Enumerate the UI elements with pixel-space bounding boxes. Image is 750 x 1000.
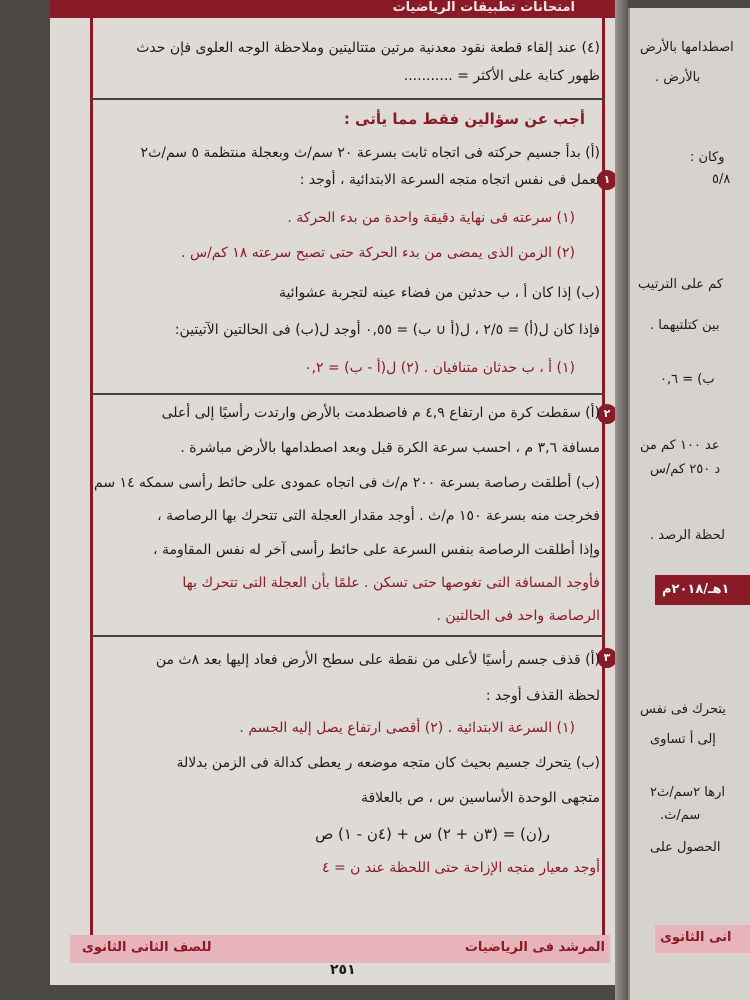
q3-line-2: لحظة القذف أوجد : bbox=[485, 688, 600, 704]
q3-line-7: أوجد معيار متجه الإزاحة حتى اللحظة عند ن = ٤ bbox=[322, 860, 600, 876]
q3-line-5: متجهى الوحدة الأساسين س ، ص بالعلاقة bbox=[360, 790, 600, 806]
facing-year: ١هـ/٢٠١٨م bbox=[662, 582, 730, 597]
question-number-1: ١ bbox=[597, 170, 617, 190]
q2-line-7: الرصاصة واحد فى الحالتين . bbox=[436, 608, 600, 624]
facing-text: ارها ٢سم/ث٢ bbox=[650, 785, 725, 800]
footer-book-title: المرشد فى الرياضيات bbox=[464, 940, 605, 955]
facing-text: بين كتلتيهما . bbox=[650, 318, 720, 333]
q2-line-2: مسافة ٣,٦ م ، احسب سرعة الكرة قبل وبعد اصطدامها بالأرض مباشرة . bbox=[180, 440, 600, 456]
facing-text: بالأرض . bbox=[655, 70, 701, 85]
divider bbox=[92, 98, 605, 100]
q1-line-4: (٢) الزمن الذى يمضى من بدء الحركة حتى تصبح سرعته ١٨ كم/س . bbox=[181, 245, 575, 261]
page-number: ٢٥١ bbox=[330, 962, 356, 978]
header-title: امتحانات تطبيقات الرياضيات bbox=[392, 0, 575, 15]
q2-line-6: فأوجد المسافة التى تغوصها حتى تسكن . علمًا بأن العجلة التى تتحرك بها bbox=[182, 575, 600, 591]
q1-line-1: (أ) بدأ جسيم حركته فى اتجاه ثابت بسرعة ٢٠ سم/ث وبعجلة منتظمة ٥ سم/ث٢ bbox=[140, 145, 600, 161]
book-gutter bbox=[615, 0, 628, 1000]
facing-text: إلى أ تساوى bbox=[650, 732, 716, 747]
facing-footer: انى الثانوى bbox=[660, 930, 732, 945]
facing-text: ٥/٨ bbox=[712, 172, 731, 187]
intro-line-1: (٤) عند إلقاء قطعة نقود معدنية مرتين متتاليتين وملاحظة الوجه العلوى فإن حدث bbox=[136, 40, 600, 56]
footer-grade: للصف الثانى الثانوى bbox=[82, 940, 212, 955]
divider bbox=[92, 635, 605, 637]
q2-line-5: وإذا أطلقت الرصاصة بنفس السرعة على حائط رأسى آخر له نفس المقاومة ، bbox=[153, 542, 600, 558]
q2-line-4: فخرجت منه بسرعة ١٥٠ م/ث . أوجد مقدار العجلة التى تتحرك بها الرصاصة ، bbox=[157, 508, 600, 524]
q1-line-3: (١) سرعته فى نهاية دقيقة واحدة من بدء الحركة . bbox=[287, 210, 575, 226]
facing-text: الحصول على bbox=[650, 840, 721, 855]
facing-text: وكان : bbox=[690, 150, 725, 165]
facing-text: كم على الترتيب bbox=[638, 277, 723, 292]
question-number-2: ٢ bbox=[597, 404, 617, 424]
question-number-3: ٣ bbox=[597, 648, 617, 668]
facing-text: لحظة الرصد . bbox=[650, 528, 725, 543]
facing-text: اصطدامها بالأرض bbox=[640, 40, 734, 55]
q3-line-3: (١) السرعة الابتدائية . (٢) أقصى ارتفاع يصل إليه الجسم . bbox=[239, 720, 575, 736]
q1-line-2: تعمل فى نفس اتجاه متجه السرعة الابتدائية ، أوجد : bbox=[299, 172, 600, 188]
divider bbox=[92, 393, 605, 395]
q1-line-7: (١) أ ، ب حدثان متنافيان . (٢) ل(أ - ب) = ٠,٢ bbox=[304, 360, 575, 376]
header-band bbox=[50, 0, 615, 18]
section-heading: أجب عن سؤالين فقط مما يأتى : bbox=[343, 110, 585, 128]
q3-equation: ر(ن) = (٣ن + ٢) س + (٤ن - ١) ص bbox=[315, 825, 550, 843]
facing-text: عد ١٠٠ كم من bbox=[640, 438, 720, 453]
q3-line-4: (ب) يتحرك جسيم بحيث كان متجه موضعه ر يعطى كدالة فى الزمن بدلالة bbox=[176, 755, 600, 771]
q1-line-5: (ب) إذا كان أ ، ب حدثين من فضاء عينه لتجربة عشوائية bbox=[278, 285, 600, 301]
facing-text: د ٢٥٠ كم/س bbox=[650, 462, 721, 477]
intro-line-2: ظهور كتابة على الأكثر = ........... bbox=[403, 68, 600, 84]
q1-line-6: فإذا كان ل(أ) = ٢/٥ ، ل(أ ∪ ب) = ٠,٥٥ أوجد ل(ب) فى الحالتين الآتيتين: bbox=[174, 322, 600, 338]
q3-line-1: (أ) قذف جسم رأسيًا لأعلى من نقطة على سطح الأرض فعاد إليها بعد ٨ث من bbox=[155, 652, 600, 668]
q2-line-3: (ب) أطلقت رصاصة بسرعة ٢٠٠ م/ث فى اتجاه عمودى على حائط رأسى سمكه ١٤ سم bbox=[94, 475, 600, 491]
facing-text: ب) = ٠,٦ bbox=[660, 372, 715, 387]
facing-text: يتحرك فى نفس bbox=[640, 702, 726, 717]
q2-line-1: (أ) سقطت كرة من ارتفاع ٤,٩ م فاصطدمت بالأرض وارتدت رأسيًا إلى أعلى bbox=[161, 405, 600, 421]
facing-text: سم/ث. bbox=[660, 808, 701, 823]
